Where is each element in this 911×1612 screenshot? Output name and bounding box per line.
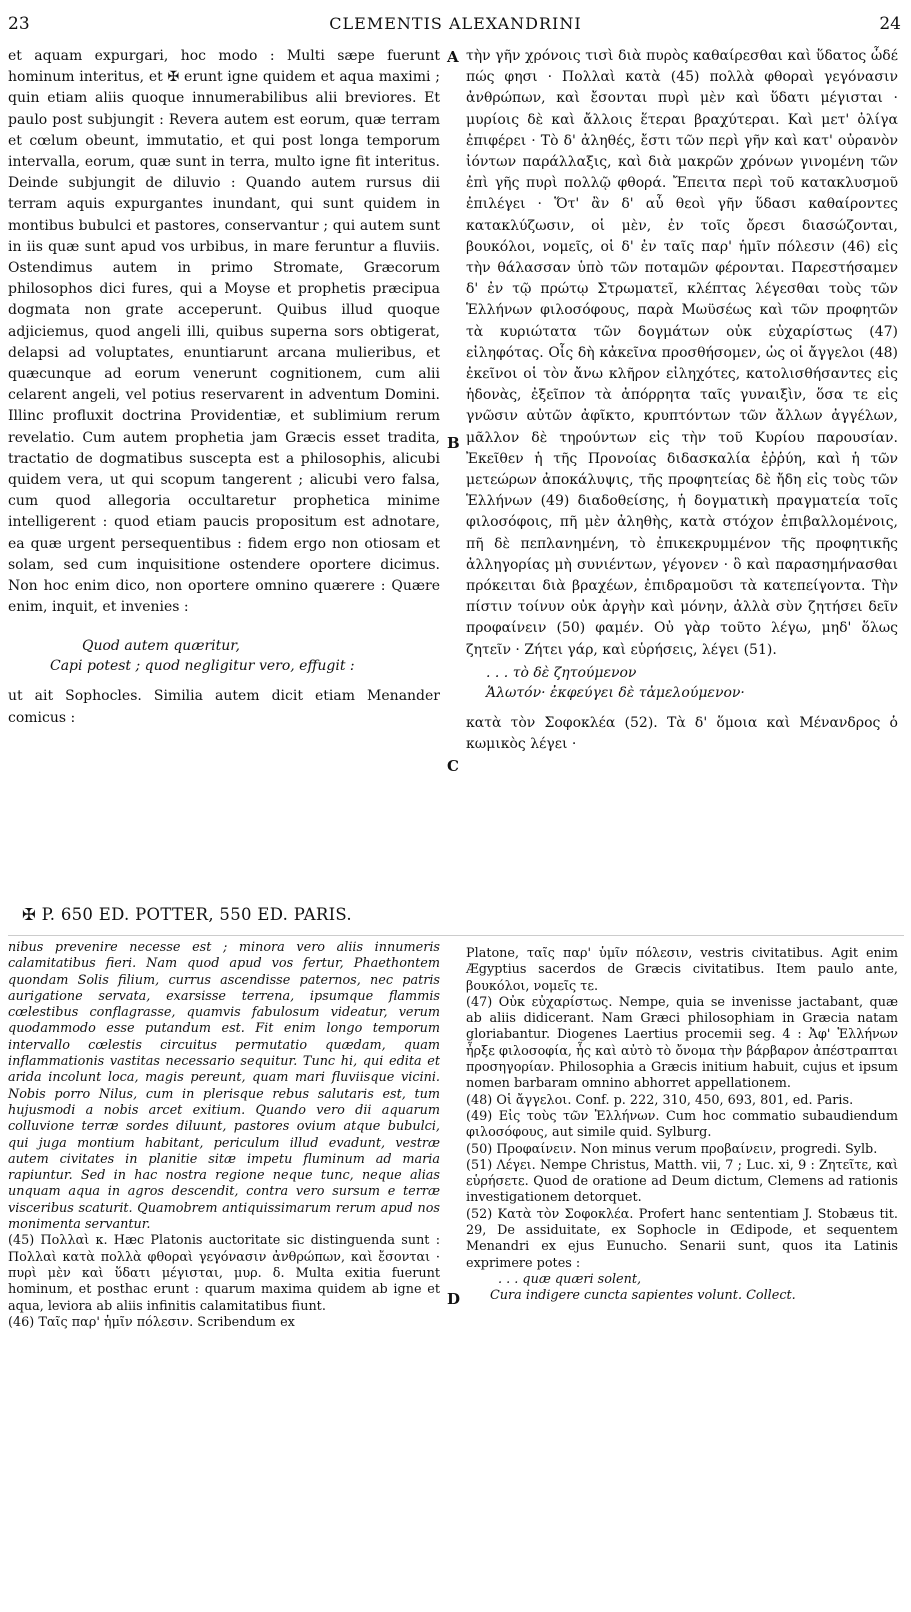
notes-right [466,946,898,1305]
footnote-45: (45) Πολλαὶ κ. Hæc Platonis auctoritate sic distinguenda sunt : Πολλαὶ κατὰ πολλὰ φθοραὶ γεγόνασιν ἀνθρώπων, καὶ ἔσονται · πυρὶ μὲν καὶ ὕδατι μέγισται, μυρ. δ. Multa exitia fuerunt hominum, et posthac erunt : quarum maxima quidem ab igne et aqua, leviora ab aliis infinitis calamitatibus fiunt. [8,1233,440,1314]
footnote-51: (51) Λέγει. Nempe Christus, Matth. vii, 7 ; Luc. xi, 9 : Ζητεῖτε, καὶ εὑρήσετε. Quod de oratione ad Deum dictum, Clemens ad rationis investigationem detorquet. [466,1157,898,1206]
page-number-left: 23 [8,14,30,34]
footnote-46-cont: Platone, ταῖς παρ' ὑμῖν πόλεσιν, vestris civitatibus. Agit enim Ægyptius sacerdos de Græcis civitatibus. Item paulo ante, βουκόλοι, νομεῖς τε. [466,946,898,994]
page-number-right: 24 [879,14,901,34]
greek-paragraph: κατὰ τὸν Σοφοκλέα (52). Τὰ δ' ὅμοια καὶ Μένανδρος ὁ κωμικὸς λέγει · [466,714,898,753]
note-text: nibus prevenire necesse est ; minora vero aliis innumeris calamitatibus fieri. Nam quod apud vos fertur, Phaethontem quondam Solis filium, currus ascendisse paternos, nec patris aurigatione servata, exarsisse terrena, ipsumque flammis cœlestibus conflagrasse, quamvis fabulosum videatur, verum quodammodo esse putandum est. Fit enim longo temporum intervallo cœlestis circuitus permutatio quædam, quam inflammationis vastitas necessario sequitur. Tunc hi, qui edita et arida incolunt loca, magis pereunt, quam mari fluviisque vicini. Nobis porro Nilus, cum in plerisque rebus salutaris est, tum hujusmodi a nobis arcet exitium. Quando vero dii aquarum colluvione terræ sordes diluunt, pastores ovium atque bubulci, qui juga montium habitant, periculum illud evadunt, vestræ autem civitates in planitie sitæ impetu fluminum ad maria rapiuntur. Sed in hac nostra regione neque tunc, neque alias unquam aqua in agros descendit, contra vero sursum e terræ visceribus scaturit. Quamobrem antiquissimarum rerum apud nos monimenta servantur. [8,940,440,1233]
greek-column [466,46,898,755]
greek-verse [466,663,898,703]
footnote-50: (50) Προφαίνειν. Non minus verum προβαίνειν, progredi. Sylb. [466,1141,878,1157]
footnote-49: (49) Εἰς τοὺς τῶν Ἑλλήνων. Cum hoc commatio subaudiendum φιλοσόφους, aut simile quid. Sylburg. [466,1108,898,1141]
latin-paragraph: ut ait Sophocles. Similia autem dicit etiam Menander comicus : [8,688,440,726]
notes-left [8,940,440,1331]
edition-reference: ✠ P. 650 ED. POTTER, 550 ED. PARIS. [22,905,352,924]
footnote-46: (46) Ταῖς παρ' ἡμῖν πόλεσιν. Scribendum ex [8,1314,295,1330]
section-marker-a: A [447,48,459,66]
page-header [0,14,911,40]
greek-verse-line: . . . τὸ δὲ ζητούμενον [486,664,637,681]
note-verse-line: Cura indigere cuncta sapientes volunt. Collect. [490,1288,796,1304]
running-title: CLEMENTIS ALEXANDRINI [329,14,582,33]
section-marker-c: C [447,757,459,775]
section-marker-d: D [447,1290,461,1308]
latin-column [8,46,440,729]
latin-verse [8,636,440,676]
greek-verse-line: Ἁλωτόν· ἐκφεύγει δὲ τἀμελούμενον· [486,684,745,701]
divider [8,935,904,936]
section-marker-b: B [447,434,460,452]
footnote-48: (48) Οἱ ἄγγελοι. Conf. p. 222, 310, 450, 693, 801, ed. Paris. [466,1092,854,1108]
latin-paragraph: et aquam expurgari, hoc modo : Multi sæpe fuerunt hominum interitus, et ✠ erunt igne quidem et aqua maximi ; quin etiam aliis quoque innumerabilibus alii breviores. Et paulo post subjungit : Revera autem est eorum, quæ terram et cœlum obeunt, immutatio, et qui post longa temporum intervalla, eorum, quæ sunt in terra, multo igne fit interitus. Deinde subjungit de diluvio : Quando autem rursus dii terram aquis expurgantes inundant, qui sunt quidem in montibus bubulci et pastores, conservantur ; qui autem sunt in iis quæ sunt apud vos urbibus, in mare feruntur a fluviis. Ostendimus autem in primo Stromate, Græcorum philosophos dici fures, qui a Moyse et prophetis præcipua dogmata non grate acceperunt. Quibus illud quoque adjiciemus, quod angeli illi, quibus superna sors obtigerat, delapsi ad voluptates, enuntiarunt arcana mulieribus, et quæcunque ad eorum venerunt cognitionem, cum alii celarent angeli, vel potius reservarent in adventum Domini. Illinc profluxit doctrina Providentiæ, et sublimium rerum revelatio. Cum autem prophetia jam Græcis esset tradita, tractatio de dogmatibus suscepta est a philosophis, alicubi quidem vera, ut qui scopum tangerent ; alicubi vero falsa, cum quod allegoria occultaretur prophetica minime intelligerent : quod etiam paucis propositum est adnotare, ea quæ urgent persequentibus : fidem ergo non otiosam et solam, sed cum inquisitione ostendere oportere dicimus. Non hoc enim dico, non oportere omnino quærere : Quære enim, inquit, et invenies : [8,48,440,616]
footnote-47: (47) Οὐκ εὐχαρίστως. Nempe, quia se invenisse jactabant, quæ ab aliis didicerant. Nam Græci philosophiam in Græcia natam gloriabantur. Diogenes Laertius procemii seg. 4 : Ἀφ' Ἑλλήνων ἦρξε φιλοσοφία, ἧς καὶ αὐτὸ τὸ ὄνομα τὴν βάρβαρον ἀπέστραπται προσηγορίαν. Philosophia a Græcis initium habuit, cujus et ipsum nomen barbaram omnino abhorret appellationem. [466,994,898,1092]
footnote-52: (52) Κατὰ τὸν Σοφοκλέα. Profert hanc sententiam J. Stobæus tit. 29, De assiduitate, ex Sophocle in Œdipode, et sequentem Menandri ex ejus Eunucho. Senarii sunt, quos ita Latinis exprimere potes : [466,1206,898,1271]
greek-paragraph: τὴν γῆν χρόνοις τισὶ διὰ πυρὸς καθαίρεσθαι καὶ ὕδατος ὧδέ πώς φησι · Πολλαὶ κατὰ (45) πολλὰ φθοραὶ γεγόνασιν ἀνθρώπων, καὶ ἔσονται πυρὶ μὲν καὶ ὕδατι μέγισται · μυρίοις δὲ καὶ ἄλλοις ἕτεραι βραχύτεραι. Καὶ μετ' ὀλίγα ἐπιφέρει · Τὸ δ' ἀληθές, ἔστι τῶν περὶ γῆν καὶ κατ' οὐρανὸν ἰόντων παράλλαξις, καὶ διὰ μακρῶν χρόνων γινομένη τῶν ἐπὶ γῆς πυρὶ πολλῷ φθορά. Ἔπειτα περὶ τοῦ κατακλυσμοῦ ἐπιλέγει · Ὅτ' ἂν δ' αὖ θεοὶ γῆν ὕδασι καθαίροντες κατακλύζωσιν, οἱ μὲν, ἐν τοῖς ὄρεσι διασώζονται, βουκόλοι, νομεῖς, οἱ δ' ἐν ταῖς παρ' ἡμῖν πόλεσιν (46) εἰς τὴν θάλασσαν ὑπὸ τῶν ποταμῶν φέρονται. Παρεστήσαμεν δ' ἐν τῷ πρώτῳ Στρωματεῖ, κλέπτας λέγεσθαι τοὺς τῶν Ἑλλήνων φιλοσόφους, παρὰ Μωϋσέως καὶ τῶν προφητῶν τὰ κυριώτατα τῶν δογμάτων οὐκ εὐχαρίστως (47) εἰληφότας. Οἷς δὴ κἀκεῖνα προσθήσομεν, ὡς οἱ ἄγγελοι (48) ἐκεῖνοι οἱ τὸν ἄνω κλῆρον εἰληχότες, κατολισθήσαντες εἰς ἡδονὰς, ἐξεῖπον τὰ ἀπόρρητα ταῖς γυναιξὶν, ὅσα τε εἰς γνῶσιν αὐτῶν ἀφῖκτο, κρυπτόντων τῶν ἄλλων ἀγγέλων, μᾶλλον δὲ τηρούντων εἰς τὴν τοῦ Κυρίου παρουσίαν. Ἐκεῖθεν ἡ τῆς Προνοίας διδασκαλία ἐῤῥύη, καὶ ἡ τῶν μετεώρων ἀποκάλυψις, τῆς προφητείας δὲ ἤδη εἰς τοὺς τῶν Ἑλλήνων (49) διαδοθείσης, ἡ δογματικὴ πραγματεία τοῖς φιλοσόφοις, πῆ μὲν ἀληθὴς, κατὰ στόχον ἐπιβαλλομένοις, πῆ δὲ πεπλανημένη, τὸ ἐπικεκρυμμένον τῆς προφητικῆς ἀλληγορίας μὴ συνιέντων, γέγονεν · ὃ καὶ παρασημήνασθαι πρόκειται διὰ βραχέων, ἐπιδραμοῦσι τὰ κατεπείγοντα. Τὴν πίστιν τοίνυν οὐκ ἀργὴν καὶ μόνην, ἀλλὰ σὺν ζητήσει δεῖν προφαίνειν (50) φαμέν. Οὐ γὰρ τοῦτο λέγω, μηδ' ὅλως ζητεῖν · Ζήτει γάρ, καὶ εὑρήσεις, λέγει (51). [466,48,898,658]
note-verse-line: . . . quæ quæri solent, [498,1271,642,1287]
latin-verse-line: Quod autem quæritur, [82,638,240,655]
latin-verse-line: Capi potest ; quod negligitur vero, effugit : [50,658,355,675]
